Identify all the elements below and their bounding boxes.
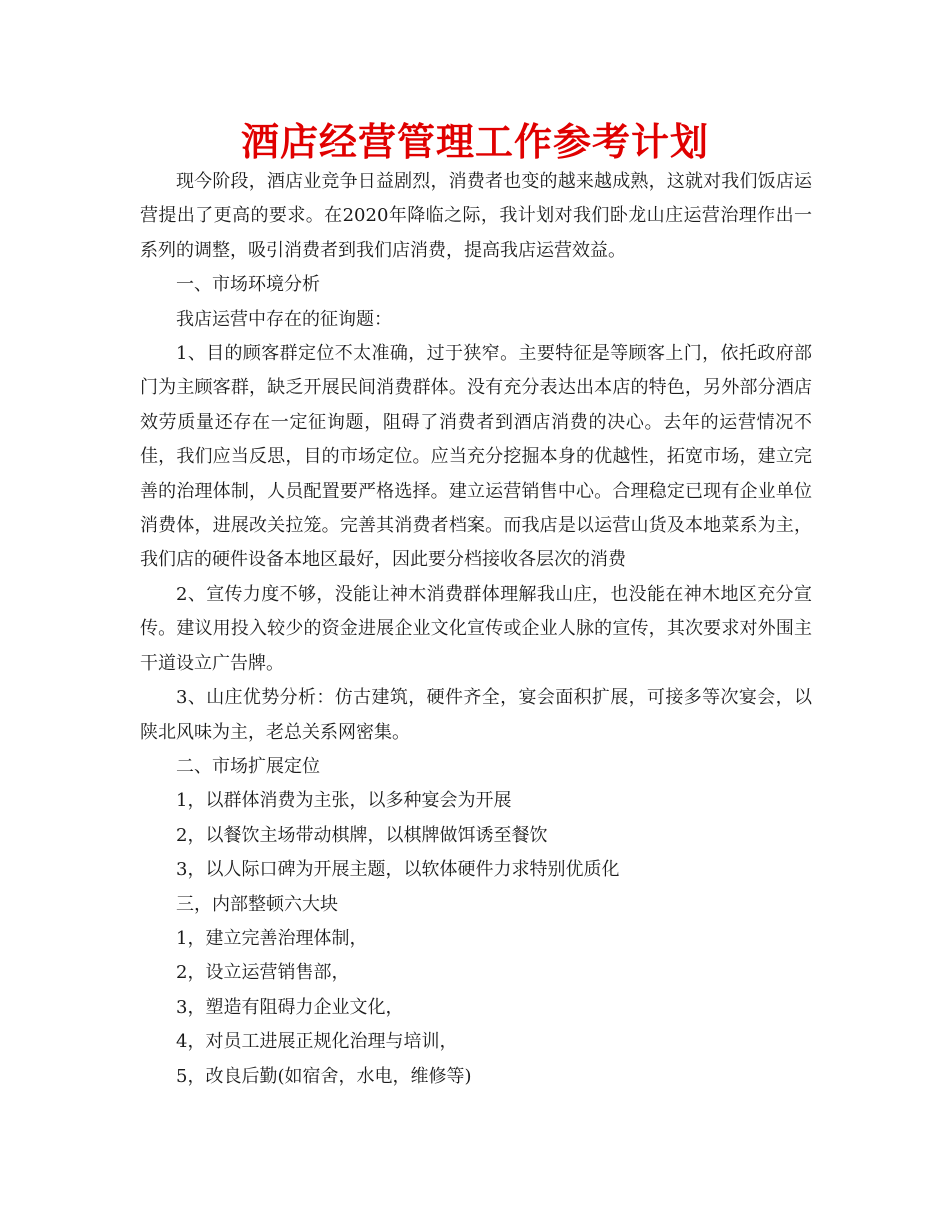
list-item-internal-4: 4，对员工进展正规化治理与培训， [176,1031,458,1053]
section-heading-market-environment: 一、市场环境分析 [176,274,320,296]
document-body [140,165,812,1094]
list-item-positioning-3: 3，以人际口碑为开展主题，以软体硬件力求特别优质化 [176,859,620,881]
list-item-internal-5: 5，改良后勤(如宿舍，水电，维修等) [176,1065,472,1087]
list-item-positioning-1: 1，以群体消费为主张，以多种宴会为开展 [176,790,512,812]
section-heading-market-positioning: 二、市场扩展定位 [176,755,320,777]
list-item-positioning-2: 2，以餐饮主场带动棋牌，以棋牌做饵诱至餐饮 [176,824,548,846]
paragraph-problem-1: 1、目的顾客群定位不太准确，过于狭窄。主要特征是等顾客上门，依托政府部门为主顾客群，缺乏开展民间消费群体。没有充分表达出本店的特色，另外部分酒店效劳质量还存在一定征询题，阻碍了消费者到酒店消费的决心。去年的运营情况不佳，我们应当反思，目的市场定位。应当充分挖掘本身的优越性，拓宽市场，建立完善的治理体制，人员配置要严格选择。建立运营销售中心。合理稳定已现有企业单位消费体，进展改关拉笼。完善其消费者档案。而我店是以运营山货及本地菜系为主，我们店的硬件设备本地区最好，因此要分档接收各层次的消费 [140,343,812,571]
paragraph-problem-3: 3、山庄优势分析：仿古建筑，硬件齐全，宴会面积扩展，可接多等次宴会，以陕北风味为主，老总关系网密集。 [140,687,812,743]
paragraph-problem-2: 2、宣传力度不够，没能让神木消费群体理解我山庄，也没能在神木地区充分宣传。建议用投入较少的资金进展企业文化宣传或企业人脉的宣传，其次要求对外围主干道设立广告牌。 [140,583,812,674]
section-heading-internal-rectification: 三，内部整顿六大块 [176,893,338,915]
document-title: 酒店经营管理工作参考计划 [240,119,709,164]
list-item-internal-1: 1，建立完善治理体制， [176,927,368,949]
list-item-internal-3: 3，塑造有阻碍力企业文化， [176,996,404,1018]
list-item-internal-2: 2，设立运营销售部， [176,962,350,984]
paragraph-intro: 现今阶段，酒店业竞争日益剧烈，消费者也变的越来越成熟，这就对我们饭店运营提出了更高的要求。在2020年降临之际，我计划对我们卧龙山庄运营治理作出一系列的调整，吸引消费者到我们店消费，提高我店运营效益。 [140,171,812,261]
paragraph-problems-heading: 我店运营中存在的征询题： [176,308,392,330]
